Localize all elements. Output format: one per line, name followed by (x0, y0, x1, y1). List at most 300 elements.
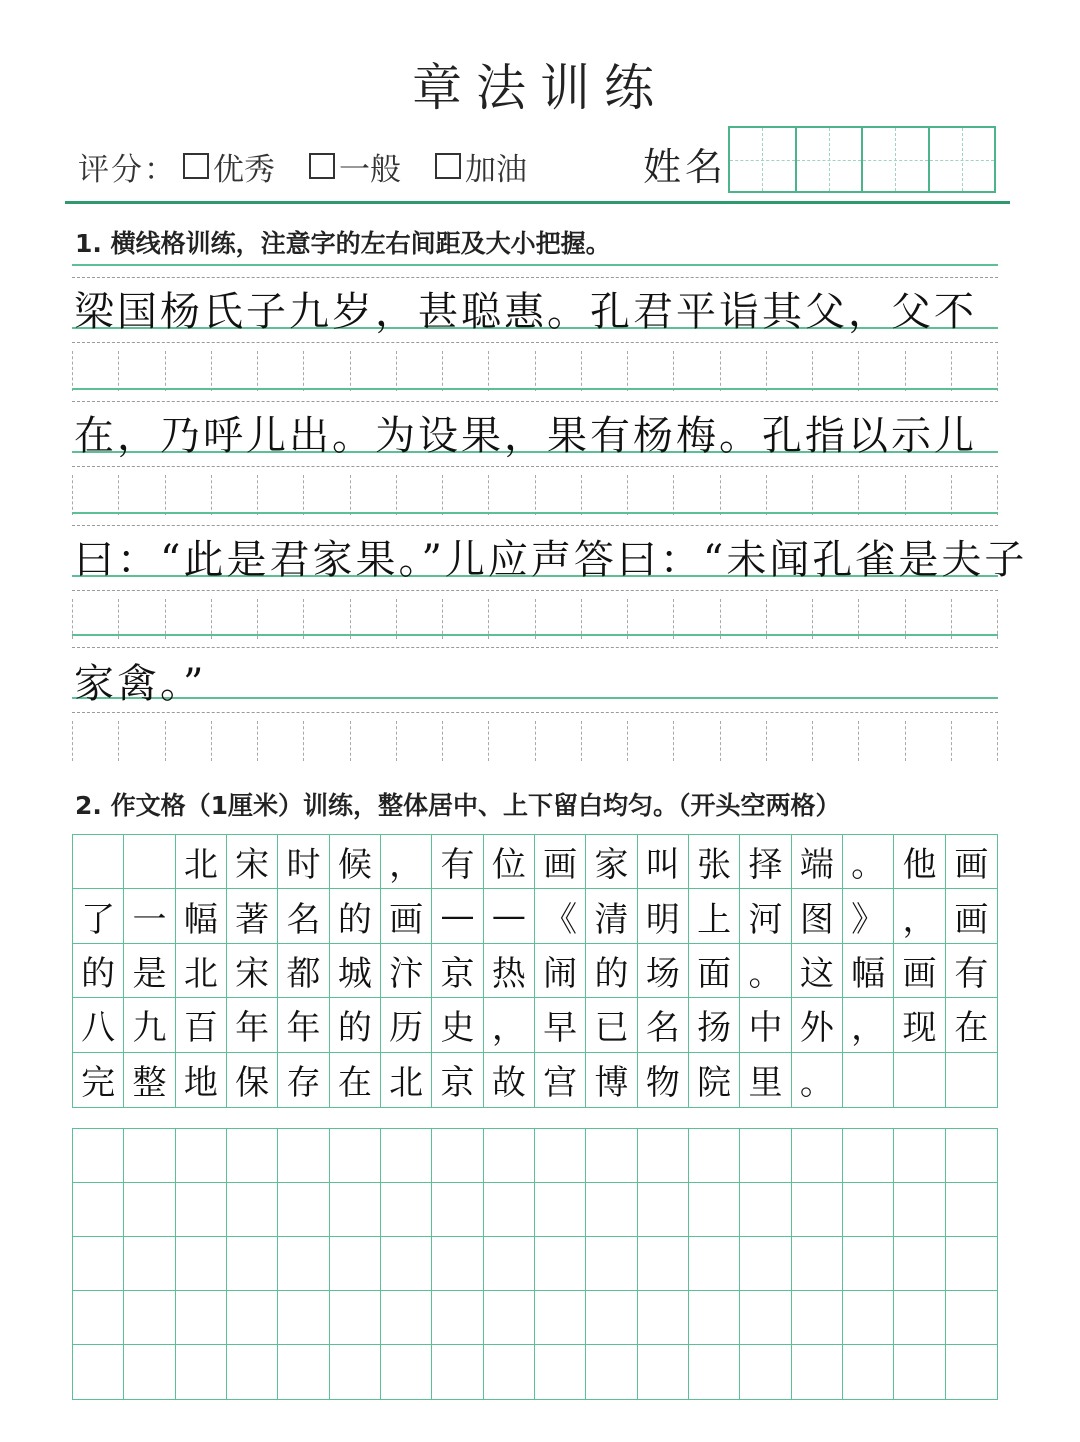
score-option-label: 优秀 (213, 151, 275, 188)
section2-heading: 2. 作文格（1厘米）训练，整体居中、上下留白均匀。（开头空两格） (75, 791, 841, 820)
grid-cell: 早 (535, 998, 586, 1052)
tick-guide (118, 475, 164, 515)
grid-cell: 上 (689, 889, 740, 943)
tick-guide (211, 599, 257, 639)
grid-cell: 历 (381, 998, 432, 1052)
blank-grid-cell[interactable] (124, 1183, 175, 1237)
ruled-line (72, 512, 998, 514)
grid-cell: 的 (586, 944, 637, 998)
tick-guide (766, 351, 812, 391)
checkbox-icon[interactable] (435, 153, 461, 179)
tick-guide (211, 351, 257, 391)
grid-cell: 画 (946, 835, 997, 889)
tick-guide (581, 351, 627, 391)
grid-cell: 画 (535, 835, 586, 889)
grid-cell: 一 (124, 889, 175, 943)
grid-cell: 画 (894, 944, 945, 998)
blank-grid-cell[interactable] (330, 1183, 381, 1237)
blank-grid-cell[interactable] (946, 1237, 997, 1291)
tick-guide (951, 721, 998, 761)
practice-text-line: 家禽。” (74, 661, 207, 707)
tick-guide (118, 351, 164, 391)
blank-grid-cell[interactable] (792, 1345, 843, 1399)
tick-guide (350, 351, 396, 391)
grid-cell: 有 (946, 944, 997, 998)
blank-grid-cell[interactable] (740, 1345, 791, 1399)
tick-guide (812, 599, 858, 639)
tick-guide (858, 351, 904, 391)
tick-guide-row (72, 721, 998, 761)
tick-guide (535, 351, 581, 391)
blank-grid-cell[interactable] (535, 1345, 586, 1399)
grid-cell: 院 (689, 1053, 740, 1107)
tick-guide (257, 351, 303, 391)
blank-grid-cell[interactable] (432, 1129, 483, 1183)
ruled-line (72, 466, 998, 467)
blank-grid-cell[interactable] (894, 1183, 945, 1237)
grid-cell: ， (484, 998, 535, 1052)
tick-guide (118, 721, 164, 761)
grid-cell: 八 (73, 998, 124, 1052)
grid-cell: 端 (792, 835, 843, 889)
grid-cell: 明 (638, 889, 689, 943)
blank-grid-cell[interactable] (278, 1183, 329, 1237)
blank-grid-cell[interactable] (278, 1291, 329, 1345)
tick-guide (858, 721, 904, 761)
tick-guide (766, 475, 812, 515)
grid-cell: 是 (124, 944, 175, 998)
blank-grid-cell[interactable] (792, 1291, 843, 1345)
tick-guide (673, 475, 719, 515)
blank-grid-cell[interactable] (278, 1237, 329, 1291)
grid-cell: 存 (278, 1053, 329, 1107)
blank-grid-cell[interactable] (73, 1345, 124, 1399)
grid-cell: 候 (330, 835, 381, 889)
grid-cell: 这 (792, 944, 843, 998)
blank-grid-cell[interactable] (176, 1291, 227, 1345)
blank-grid-cell[interactable] (278, 1345, 329, 1399)
grid-cell: 里 (740, 1053, 791, 1107)
blank-grid-cell[interactable] (638, 1291, 689, 1345)
tick-guide (905, 351, 951, 391)
grid-cell: 的 (330, 998, 381, 1052)
grid-cell: 京 (432, 944, 483, 998)
grid-cell: ， (843, 998, 894, 1052)
blank-grid-cell[interactable] (689, 1237, 740, 1291)
grid-cell: 。 (740, 944, 791, 998)
blank-grid-cell[interactable] (381, 1129, 432, 1183)
tick-guide-row (72, 599, 998, 639)
blank-grid-cell[interactable] (740, 1237, 791, 1291)
blank-grid-cell[interactable] (432, 1345, 483, 1399)
grid-cell: 中 (740, 998, 791, 1052)
grid-cell: 择 (740, 835, 791, 889)
tick-guide (165, 475, 211, 515)
blank-grid-cell[interactable] (432, 1237, 483, 1291)
tick-guide (442, 351, 488, 391)
score-option-label: 一般 (339, 151, 401, 188)
grid-cell (124, 835, 175, 889)
tick-guide (766, 599, 812, 639)
blank-grid-cell[interactable] (894, 1129, 945, 1183)
blank-grid-cell[interactable] (740, 1291, 791, 1345)
tick-guide (720, 599, 766, 639)
ruled-line (72, 342, 998, 343)
ruled-line (72, 388, 998, 390)
blank-grid-cell[interactable] (946, 1345, 997, 1399)
blank-grid-cell[interactable] (484, 1291, 535, 1345)
tick-guide (72, 721, 118, 761)
blank-grid-cell[interactable] (227, 1237, 278, 1291)
grid-cell: 幅 (843, 944, 894, 998)
score-option-keep-going[interactable] (435, 144, 527, 189)
grid-cell: 画 (381, 889, 432, 943)
blank-grid-cell[interactable] (73, 1129, 124, 1183)
blank-grid-cell[interactable] (740, 1129, 791, 1183)
grid-cell: 他 (894, 835, 945, 889)
tick-guide (350, 475, 396, 515)
blank-grid-cell[interactable] (124, 1237, 175, 1291)
tick-guide (396, 599, 442, 639)
ruled-line (72, 712, 998, 713)
grid-cell: — (432, 889, 483, 943)
blank-grid-cell[interactable] (330, 1237, 381, 1291)
tick-guide (303, 475, 349, 515)
tick-guide (488, 721, 534, 761)
tick-guide (673, 721, 719, 761)
grid-cell: 热 (484, 944, 535, 998)
blank-grid-cell[interactable] (638, 1237, 689, 1291)
tick-guide (303, 599, 349, 639)
blank-grid-cell[interactable] (638, 1183, 689, 1237)
blank-grid-cell[interactable] (484, 1237, 535, 1291)
blank-grid-cell[interactable] (792, 1129, 843, 1183)
grid-cell: 整 (124, 1053, 175, 1107)
name-cell[interactable] (730, 128, 797, 191)
tick-guide (858, 475, 904, 515)
tick-guide (581, 721, 627, 761)
ruled-line (72, 590, 998, 591)
tick-guide (766, 721, 812, 761)
grid-cell: 都 (278, 944, 329, 998)
writing-line-group (72, 634, 998, 754)
tick-guide (627, 351, 673, 391)
tick-guide (627, 475, 673, 515)
grid-cell: 的 (330, 889, 381, 943)
blank-grid-cell[interactable] (535, 1291, 586, 1345)
tick-guide (396, 351, 442, 391)
grid-cell: 的 (73, 944, 124, 998)
score-label: 评分： (78, 151, 177, 188)
blank-grid-cell[interactable] (381, 1291, 432, 1345)
blank-grid-cell[interactable] (586, 1183, 637, 1237)
grid-cell: 闹 (535, 944, 586, 998)
name-cell[interactable] (863, 128, 930, 191)
grid-cell: 博 (586, 1053, 637, 1107)
grid-cell: 年 (278, 998, 329, 1052)
grid-cell: ， (894, 889, 945, 943)
tick-guide (581, 599, 627, 639)
tick-guide (165, 721, 211, 761)
ruled-line (72, 647, 998, 648)
practice-text-line: 梁国杨氏子九岁，甚聪惠。孔君平诣其父，父不 (74, 289, 977, 335)
blank-grid-cell[interactable] (330, 1291, 381, 1345)
tick-guide (118, 599, 164, 639)
grid-cell: 故 (484, 1053, 535, 1107)
grid-cell: 完 (73, 1053, 124, 1107)
grid-cell: 。 (843, 835, 894, 889)
grid-cell: 北 (176, 835, 227, 889)
grid-cell: 北 (176, 944, 227, 998)
tick-guide (720, 475, 766, 515)
grid-cell: 物 (638, 1053, 689, 1107)
tick-guide (72, 351, 118, 391)
grid-cell: 在 (946, 998, 997, 1052)
grid-cell: 百 (176, 998, 227, 1052)
blank-grid-cell[interactable] (227, 1345, 278, 1399)
grid-cell: 外 (792, 998, 843, 1052)
blank-grid-cell[interactable] (484, 1345, 535, 1399)
blank-grid-cell[interactable] (689, 1345, 740, 1399)
blank-grid-cell[interactable] (946, 1129, 997, 1183)
grid-cell: 位 (484, 835, 535, 889)
grid-cell (843, 1053, 894, 1107)
tick-guide (812, 721, 858, 761)
practice-text-line: 曰：“此是君家果。”儿应声答曰：“未闻孔雀是夫子 (74, 537, 1028, 583)
tick-guide (488, 475, 534, 515)
tick-guide (396, 475, 442, 515)
tick-guide (165, 351, 211, 391)
grid-cell: 时 (278, 835, 329, 889)
grid-cell: 《 (535, 889, 586, 943)
grid-cell: 北 (381, 1053, 432, 1107)
tick-guide (720, 721, 766, 761)
blank-grid-cell[interactable] (381, 1345, 432, 1399)
name-cell[interactable] (797, 128, 864, 191)
grid-cell: 九 (124, 998, 175, 1052)
tick-guide (720, 351, 766, 391)
grid-cell: 张 (689, 835, 740, 889)
tick-guide (257, 475, 303, 515)
grid-cell: 家 (586, 835, 637, 889)
name-label: 姓名 (643, 145, 728, 189)
blank-grid-cell[interactable] (689, 1183, 740, 1237)
grid-cell: 了 (73, 889, 124, 943)
blank-grid-cell[interactable] (176, 1183, 227, 1237)
blank-grid-cell[interactable] (278, 1129, 329, 1183)
grid-cell: 叫 (638, 835, 689, 889)
blank-grid-cell[interactable] (946, 1291, 997, 1345)
tick-guide (858, 599, 904, 639)
ruled-line (72, 264, 998, 266)
blank-grid-cell[interactable] (792, 1237, 843, 1291)
blank-grid-cell[interactable] (535, 1183, 586, 1237)
blank-grid-cell[interactable] (792, 1183, 843, 1237)
practice-text-line: 在，乃呼儿出。为设果，果有杨梅。孔指以示儿 (74, 413, 977, 459)
score-option-label: 加油 (465, 151, 527, 188)
tick-guide (535, 721, 581, 761)
tick-guide (535, 599, 581, 639)
section1-heading: 1. 横线格训练，注意字的左右间距及大小把握。 (75, 229, 611, 258)
tick-guide (488, 599, 534, 639)
checkbox-icon[interactable] (309, 153, 335, 179)
grid-cell (894, 1053, 945, 1107)
blank-grid-cell[interactable] (843, 1291, 894, 1345)
blank-grid-cell[interactable] (638, 1129, 689, 1183)
grid-cell: 京 (432, 1053, 483, 1107)
blank-grid-cell[interactable] (843, 1129, 894, 1183)
grid-cell: 保 (227, 1053, 278, 1107)
blank-grid-cell[interactable] (73, 1291, 124, 1345)
blank-grid-cell[interactable] (586, 1237, 637, 1291)
blank-grid-cell[interactable] (124, 1129, 175, 1183)
tick-guide (951, 351, 998, 391)
grid-cell: 现 (894, 998, 945, 1052)
grid-cell: 地 (176, 1053, 227, 1107)
grid-cell: 河 (740, 889, 791, 943)
blank-grid-cell[interactable] (227, 1129, 278, 1183)
blank-grid-cell[interactable] (586, 1129, 637, 1183)
name-field-grid[interactable] (728, 126, 996, 193)
tick-guide (951, 475, 998, 515)
score-row (78, 140, 561, 192)
blank-grid-cell[interactable] (227, 1291, 278, 1345)
tick-guide (627, 599, 673, 639)
header-divider (65, 201, 1010, 204)
blank-grid-cell[interactable] (894, 1291, 945, 1345)
grid-cell: 年 (227, 998, 278, 1052)
blank-grid-cell[interactable] (689, 1291, 740, 1345)
blank-grid-cell[interactable] (586, 1291, 637, 1345)
ruled-line (72, 277, 998, 278)
blank-grid-cell[interactable] (894, 1237, 945, 1291)
tick-guide (581, 475, 627, 515)
tick-guide (396, 721, 442, 761)
tick-guide (673, 599, 719, 639)
grid-cell (946, 1053, 997, 1107)
name-cell[interactable] (930, 128, 995, 191)
blank-grid-cell[interactable] (894, 1345, 945, 1399)
grid-cell: 有 (432, 835, 483, 889)
tick-guide (350, 721, 396, 761)
grid-cell: 幅 (176, 889, 227, 943)
tick-guide-row (72, 351, 998, 391)
ruled-line (72, 697, 998, 699)
grid-cell: 名 (278, 889, 329, 943)
grid-cell: 宫 (535, 1053, 586, 1107)
blank-grid-cell[interactable] (843, 1237, 894, 1291)
tick-guide (905, 721, 951, 761)
blank-grid-cell[interactable] (740, 1183, 791, 1237)
blank-grid-cell[interactable] (484, 1183, 535, 1237)
blank-grid-cell[interactable] (381, 1183, 432, 1237)
tick-guide (303, 721, 349, 761)
blank-grid-cell[interactable] (535, 1237, 586, 1291)
tick-guide (951, 599, 998, 639)
blank-grid-cell[interactable] (381, 1237, 432, 1291)
ruled-line (72, 634, 998, 636)
grid-cell: 宋 (227, 944, 278, 998)
tick-guide (442, 475, 488, 515)
grid-cell: 场 (638, 944, 689, 998)
grid-cell: 画 (946, 889, 997, 943)
tick-guide (627, 721, 673, 761)
tick-guide (72, 475, 118, 515)
blank-grid-cell[interactable] (535, 1129, 586, 1183)
grid-cell: 。 (792, 1053, 843, 1107)
grid-cell: 扬 (689, 998, 740, 1052)
grid-cell: 宋 (227, 835, 278, 889)
grid-cell: 史 (432, 998, 483, 1052)
tick-guide (535, 475, 581, 515)
blank-grid-cell[interactable] (73, 1237, 124, 1291)
blank-grid-cell[interactable] (176, 1345, 227, 1399)
blank-practice-grid[interactable] (72, 1128, 998, 1400)
blank-grid-cell[interactable] (638, 1345, 689, 1399)
blank-grid-cell[interactable] (330, 1345, 381, 1399)
tick-guide-row (72, 475, 998, 515)
grid-cell (73, 835, 124, 889)
blank-grid-cell[interactable] (484, 1129, 535, 1183)
blank-grid-cell[interactable] (330, 1129, 381, 1183)
tick-guide (350, 599, 396, 639)
tick-guide (211, 721, 257, 761)
grid-cell: 在 (330, 1053, 381, 1107)
blank-grid-cell[interactable] (176, 1129, 227, 1183)
blank-grid-cell[interactable] (843, 1183, 894, 1237)
tick-guide (165, 599, 211, 639)
grid-cell: 清 (586, 889, 637, 943)
tick-guide (905, 475, 951, 515)
grid-cell: ， (381, 835, 432, 889)
blank-grid-cell[interactable] (124, 1345, 175, 1399)
tick-guide (72, 599, 118, 639)
ruled-line (72, 401, 998, 402)
tick-guide (303, 351, 349, 391)
blank-grid-cell[interactable] (227, 1183, 278, 1237)
blank-grid-cell[interactable] (689, 1129, 740, 1183)
blank-grid-cell[interactable] (432, 1291, 483, 1345)
grid-cell: 已 (586, 998, 637, 1052)
blank-grid-cell[interactable] (946, 1183, 997, 1237)
grid-cell: 著 (227, 889, 278, 943)
tick-guide (905, 599, 951, 639)
page-title: 章法训练 (412, 59, 668, 117)
grid-cell: — (484, 889, 535, 943)
tick-guide (812, 475, 858, 515)
tick-guide (673, 351, 719, 391)
ruled-line (72, 525, 998, 526)
grid-cell: 》 (843, 889, 894, 943)
grid-cell: 面 (689, 944, 740, 998)
blank-grid-cell[interactable] (176, 1237, 227, 1291)
tick-guide (257, 599, 303, 639)
checkbox-icon[interactable] (183, 153, 209, 179)
blank-grid-cell[interactable] (432, 1183, 483, 1237)
blank-grid-cell[interactable] (843, 1345, 894, 1399)
score-option-average[interactable] (309, 144, 401, 189)
blank-grid-cell[interactable] (586, 1345, 637, 1399)
grid-cell: 图 (792, 889, 843, 943)
blank-grid-cell[interactable] (124, 1291, 175, 1345)
tick-guide (442, 599, 488, 639)
blank-grid-cell[interactable] (73, 1183, 124, 1237)
tick-guide (211, 475, 257, 515)
grid-cell: 汴 (381, 944, 432, 998)
tick-guide (812, 351, 858, 391)
tick-guide (257, 721, 303, 761)
score-option-excellent[interactable] (183, 144, 275, 189)
